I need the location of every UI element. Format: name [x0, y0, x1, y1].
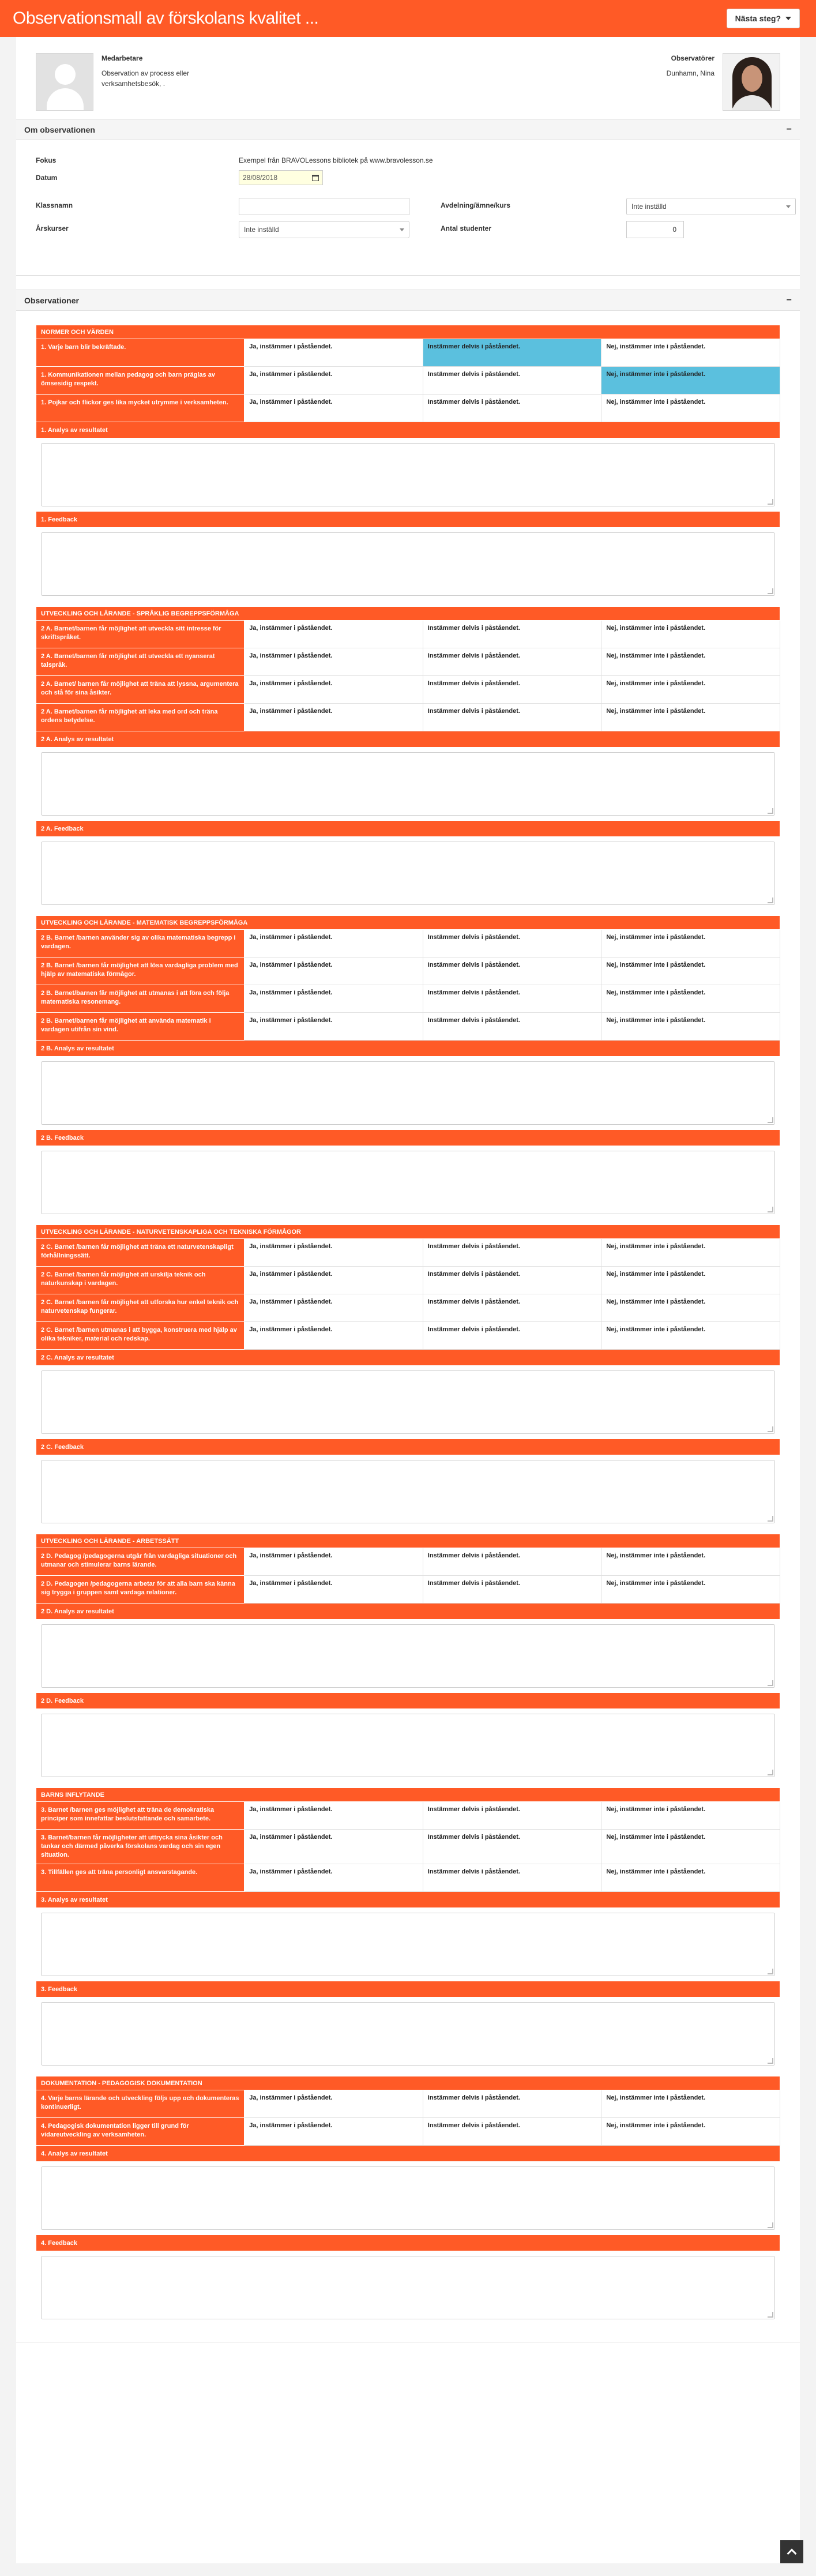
answer-yes[interactable]: Ja, instämmer i påståendet. — [245, 1267, 423, 1294]
question-text: 2 B. Barnet/barnen får möjlighet att utmanas i att föra och följa matematiska resonemang. — [36, 985, 245, 1013]
students-label: Antal studenter — [441, 224, 492, 232]
answer-yes[interactable]: Ja, instämmer i påståendet. — [245, 1548, 423, 1576]
question-text: 2 C. Barnet /barnen får möjlighet att urskilja teknik och naturkunskap i vardagen. — [36, 1267, 245, 1294]
answer-no[interactable]: Nej, instämmer inte i påståendet. — [601, 930, 780, 957]
observations-panel-title: Observationer — [24, 295, 79, 305]
answer-yes[interactable]: Ja, instämmer i påståendet. — [245, 676, 423, 704]
observer-card — [634, 53, 780, 111]
analysis-textarea[interactable] — [41, 1624, 775, 1688]
dept-label: Avdelning/ämne/kurs — [441, 201, 510, 209]
feedback-label: 2 A. Feedback — [36, 821, 780, 837]
feedback-label: 3. Feedback — [36, 1981, 780, 1997]
question-row — [36, 1239, 780, 1267]
analysis-label: 2 C. Analys av resultatet — [36, 1350, 780, 1366]
focus-value: Exempel från BRAVOLessons bibliotek på www.bravolesson.se — [239, 156, 433, 164]
question-text: 2 A. Barnet/barnen får möjlighet att utveckla ett nyanserat talspråk. — [36, 648, 245, 676]
answer-no[interactable]: Nej, instämmer inte i påståendet. — [601, 2090, 780, 2118]
question-row — [36, 1864, 780, 1892]
chevron-down-icon — [786, 205, 791, 208]
answer-yes[interactable]: Ja, instämmer i påståendet. — [245, 1802, 423, 1830]
answer-partly[interactable]: Instämmer delvis i påståendet. — [423, 2118, 601, 2146]
grade-label: Årskurser — [36, 224, 69, 232]
answer-no[interactable]: Nej, instämmer inte i påståendet. — [601, 957, 780, 985]
page-title: Observationsmall av förskolans kvalitet ... — [13, 9, 319, 28]
grade-value: Inte inställd — [244, 226, 279, 234]
feedback-label: 2 B. Feedback — [36, 1130, 780, 1146]
grade-select[interactable] — [239, 221, 409, 238]
persons-header — [16, 47, 800, 119]
question-row — [36, 1294, 780, 1322]
analysis-label: 2 D. Analys av resultatet — [36, 1604, 780, 1620]
feedback-label: 4. Feedback — [36, 2235, 780, 2251]
section-header: BARNS INFLYTANDE — [36, 1788, 780, 1802]
question-row — [36, 2090, 780, 2118]
answer-no[interactable]: Nej, instämmer inte i påståendet. — [601, 676, 780, 704]
section-header: DOKUMENTATION - PEDAGOGISK DOKUMENTATION — [36, 2076, 780, 2090]
feedback-label: 2 D. Feedback — [36, 1693, 780, 1709]
answer-yes[interactable]: Ja, instämmer i påståendet. — [245, 704, 423, 731]
observations-table — [36, 325, 780, 2325]
analysis-label: 2 A. Analys av resultatet — [36, 731, 780, 748]
answer-no[interactable]: Nej, instämmer inte i påståendet. — [601, 1013, 780, 1041]
dept-value: Inte inställd — [631, 202, 667, 211]
feedback-textarea[interactable] — [41, 1714, 775, 1777]
question-text: 2 B. Barnet/barnen får möjlighet att använda matematik i vardagen utifrån sin vind. — [36, 1013, 245, 1041]
answer-no[interactable]: Nej, instämmer inte i påståendet. — [601, 1576, 780, 1604]
answer-yes[interactable]: Ja, instämmer i påståendet. — [245, 1576, 423, 1604]
feedback-textarea[interactable] — [41, 842, 775, 905]
answer-yes[interactable]: Ja, instämmer i påståendet. — [245, 1294, 423, 1322]
question-text: 2 C. Barnet /barnen får möjlighet att träna ett naturvetenskapligt förhållningssätt. — [36, 1239, 245, 1267]
question-row — [36, 1548, 780, 1576]
question-row — [36, 339, 780, 367]
question-text: 2 C. Barnet /barnen utmanas i att bygga, konstruera med hjälp av olika tekniker, material och redskap. — [36, 1322, 245, 1350]
analysis-textarea[interactable] — [41, 1913, 775, 1976]
class-input[interactable] — [239, 198, 409, 215]
answer-partly[interactable]: Instämmer delvis i påståendet. — [423, 1864, 601, 1892]
answer-partly[interactable]: Instämmer delvis i påståendet. — [423, 985, 601, 1013]
answer-no[interactable]: Nej, instämmer inte i påståendet. — [601, 1802, 780, 1830]
question-row — [36, 367, 780, 395]
question-row — [36, 1322, 780, 1350]
answer-no[interactable]: Nej, instämmer inte i påståendet. — [601, 985, 780, 1013]
answer-partly[interactable]: Instämmer delvis i påståendet. — [423, 1576, 601, 1604]
question-row — [36, 1802, 780, 1830]
feedback-textarea[interactable] — [41, 2002, 775, 2066]
answer-partly[interactable]: Instämmer delvis i påståendet. — [423, 1802, 601, 1830]
answer-partly[interactable]: Instämmer delvis i påståendet. — [423, 1830, 601, 1864]
employee-role: Medarbetare — [101, 54, 143, 62]
answer-partly[interactable]: Instämmer delvis i påståendet. — [423, 1294, 601, 1322]
question-row — [36, 2118, 780, 2146]
question-text: 2 C. Barnet /barnen får möjlighet att utforska hur enkel teknik och naturvetenskap fungerar. — [36, 1294, 245, 1322]
question-text: 2 B. Barnet /barnen använder sig av olika matematiska begrepp i vardagen. — [36, 930, 245, 957]
analysis-textarea[interactable] — [41, 2166, 775, 2230]
answer-no[interactable]: Nej, instämmer inte i påståendet. — [601, 1322, 780, 1350]
feedback-label: 2 C. Feedback — [36, 1439, 780, 1455]
answer-yes[interactable]: Ja, instämmer i påståendet. — [245, 1013, 423, 1041]
question-row — [36, 676, 780, 704]
question-text: 3. Tillfällen ges att träna personligt ansvarstagande. — [36, 1864, 245, 1892]
answer-partly[interactable]: Instämmer delvis i påståendet. — [423, 648, 601, 676]
question-row — [36, 985, 780, 1013]
about-panel — [16, 119, 800, 276]
answer-no[interactable]: Nej, instämmer inte i påståendet. — [601, 1830, 780, 1864]
question-text: 2 D. Pedagog /pedagogerna utgår från vardagliga situationer och utmanar och stimulerar barns lärande. — [36, 1548, 245, 1576]
answer-no[interactable]: Nej, instämmer inte i påståendet. — [601, 339, 780, 367]
date-input[interactable] — [239, 170, 323, 185]
section-header: UTVECKLING OCH LÄRANDE - ARBETSSÄTT — [36, 1534, 780, 1548]
question-text: 3. Barnet /barnen ges möjlighet att träna de demokratiska principer som innefattar beslutsfattande och samarbete. — [36, 1802, 245, 1830]
observer-avatar — [723, 53, 780, 111]
analysis-label: 3. Analys av resultatet — [36, 1892, 780, 1908]
question-row — [36, 930, 780, 957]
students-input[interactable]: 0 — [626, 221, 684, 238]
answer-partly[interactable]: Instämmer delvis i påståendet. — [423, 367, 601, 395]
answer-no[interactable]: Nej, instämmer inte i påståendet. — [601, 1239, 780, 1267]
about-panel-title: Om observationen — [24, 125, 95, 134]
answer-partly[interactable]: Instämmer delvis i påståendet. — [423, 1267, 601, 1294]
answer-partly[interactable]: Instämmer delvis i påståendet. — [423, 621, 601, 648]
focus-label: Fokus — [36, 156, 57, 164]
answer-yes[interactable]: Ja, instämmer i påståendet. — [245, 621, 423, 648]
answer-yes[interactable]: Ja, instämmer i påståendet. — [245, 957, 423, 985]
answer-yes[interactable]: Ja, instämmer i påståendet. — [245, 1864, 423, 1892]
feedback-label: 1. Feedback — [36, 512, 780, 528]
chevron-up-icon — [787, 2549, 797, 2559]
answer-yes[interactable]: Ja, instämmer i påståendet. — [245, 395, 423, 422]
section-header: UTVECKLING OCH LÄRANDE - NATURVETENSKAPLIGA OCH TEKNISKA FÖRMÅGOR — [36, 1225, 780, 1239]
answer-partly[interactable]: Instämmer delvis i påståendet. — [423, 930, 601, 957]
question-row — [36, 704, 780, 731]
top-bar — [0, 0, 816, 37]
analysis-textarea[interactable] — [41, 1061, 775, 1125]
answer-partly[interactable]: Instämmer delvis i påståendet. — [423, 676, 601, 704]
collapse-icon[interactable]: − — [786, 295, 792, 305]
question-text: 2 A. Barnet/ barnen får möjlighet att träna att lyssna, argumentera och stå för sina åsikter. — [36, 676, 245, 704]
answer-partly[interactable]: Instämmer delvis i påståendet. — [423, 704, 601, 731]
collapse-icon[interactable]: − — [786, 124, 792, 134]
about-panel-header[interactable] — [16, 119, 800, 140]
question-row — [36, 1830, 780, 1864]
analysis-textarea[interactable] — [41, 752, 775, 816]
answer-yes[interactable]: Ja, instämmer i påståendet. — [245, 1322, 423, 1350]
answer-yes[interactable]: Ja, instämmer i påståendet. — [245, 339, 423, 367]
observer-name: Dunhamn, Nina — [666, 69, 715, 77]
answer-partly[interactable]: Instämmer delvis i påståendet. — [423, 1013, 601, 1041]
chevron-down-icon — [400, 228, 404, 231]
observer-role: Observatörer — [671, 54, 715, 62]
employee-desc: Observation av process eller verksamhetsbesök, . — [101, 69, 190, 88]
class-label: Klassnamn — [36, 201, 73, 209]
answer-no[interactable]: Nej, instämmer inte i påståendet. — [601, 1548, 780, 1576]
analysis-label: 4. Analys av resultatet — [36, 2146, 780, 2162]
analysis-textarea[interactable] — [41, 1370, 775, 1434]
section-header: UTVECKLING OCH LÄRANDE - SPRÅKLIG BEGREPPSFÖRMÅGA — [36, 607, 780, 621]
answer-no[interactable]: Nej, instämmer inte i påståendet. — [601, 367, 780, 395]
answer-no[interactable]: Nej, instämmer inte i påståendet. — [601, 648, 780, 676]
answer-no[interactable]: Nej, instämmer inte i påståendet. — [601, 704, 780, 731]
answer-partly[interactable]: Instämmer delvis i påståendet. — [423, 2090, 601, 2118]
question-text: 3. Barnet/barnen får möjligheter att uttrycka sina åsikter och tankar och därmed påverka förskolans vardag och sin egen situation. — [36, 1830, 245, 1864]
question-row — [36, 1576, 780, 1604]
observations-panel-header[interactable] — [16, 290, 800, 311]
answer-no[interactable]: Nej, instämmer inte i påståendet. — [601, 621, 780, 648]
dept-select[interactable] — [626, 198, 796, 215]
question-row — [36, 1267, 780, 1294]
analysis-label: 2 B. Analys av resultatet — [36, 1041, 780, 1057]
observations-panel — [16, 290, 800, 2342]
caret-down-icon — [785, 17, 791, 20]
question-text: 1. Varje barn blir bekräftade. — [36, 339, 245, 367]
employee-avatar — [36, 53, 93, 111]
question-text: 2 A. Barnet/barnen får möjlighet att utveckla sitt intresse för skriftspråket. — [36, 621, 245, 648]
question-text: 4. Pedagogisk dokumentation ligger till grund för vidareutveckling av verksamheten. — [36, 2118, 245, 2146]
feedback-textarea[interactable] — [41, 532, 775, 596]
answer-partly[interactable]: Instämmer delvis i påståendet. — [423, 957, 601, 985]
answer-no[interactable]: Nej, instämmer inte i påståendet. — [601, 2118, 780, 2146]
answer-no[interactable]: Nej, instämmer inte i påståendet. — [601, 1267, 780, 1294]
question-row — [36, 957, 780, 985]
answer-yes[interactable]: Ja, instämmer i påståendet. — [245, 367, 423, 395]
feedback-textarea[interactable] — [41, 1151, 775, 1214]
answer-yes[interactable]: Ja, instämmer i påståendet. — [245, 930, 423, 957]
answer-yes[interactable]: Ja, instämmer i påståendet. — [245, 2118, 423, 2146]
answer-no[interactable]: Nej, instämmer inte i påståendet. — [601, 1864, 780, 1892]
feedback-textarea[interactable] — [41, 1460, 775, 1523]
next-step-button[interactable] — [727, 9, 800, 28]
date-label: Datum — [36, 174, 58, 182]
analysis-textarea[interactable] — [41, 443, 775, 506]
question-text: 2 A. Barnet/barnen får möjlighet att leka med ord och träna ordens betydelse. — [36, 704, 245, 731]
next-step-label: Nästa steg? — [735, 14, 781, 23]
answer-partly[interactable]: Instämmer delvis i påståendet. — [423, 339, 601, 367]
answer-no[interactable]: Nej, instämmer inte i påståendet. — [601, 395, 780, 422]
question-row — [36, 1013, 780, 1041]
question-text: 4. Varje barns lärande och utveckling följs upp och dokumenteras kontinuerligt. — [36, 2090, 245, 2118]
scroll-top-button[interactable] — [780, 2540, 803, 2563]
answer-yes[interactable]: Ja, instämmer i påståendet. — [245, 985, 423, 1013]
answer-partly[interactable]: Instämmer delvis i påståendet. — [423, 395, 601, 422]
question-text: 2 D. Pedagogen /pedagogerna arbetar för att alla barn ska känna sig trygga i gruppen samt vardaga relationer. — [36, 1576, 245, 1604]
answer-no[interactable]: Nej, instämmer inte i påståendet. — [601, 1294, 780, 1322]
calendar-icon[interactable] — [312, 175, 319, 181]
question-text: 2 B. Barnet /barnen får möjlighet att lösa vardagliga problem med hjälp av matematiska förmågor. — [36, 957, 245, 985]
employee-card — [36, 53, 211, 111]
question-row — [36, 395, 780, 422]
main-container — [16, 37, 800, 2563]
answer-yes[interactable]: Ja, instämmer i påståendet. — [245, 2090, 423, 2118]
question-text: 1. Pojkar och flickor ges lika mycket utrymme i verksamheten. — [36, 395, 245, 422]
analysis-label: 1. Analys av resultatet — [36, 422, 780, 438]
question-text: 1. Kommunikationen mellan pedagog och barn präglas av ömsesidig respekt. — [36, 367, 245, 395]
section-header: NORMER OCH VÄRDEN — [36, 325, 780, 339]
answer-partly[interactable]: Instämmer delvis i påståendet. — [423, 1548, 601, 1576]
question-row — [36, 648, 780, 676]
date-value: 28/08/2018 — [243, 174, 278, 182]
section-header: UTVECKLING OCH LÄRANDE - MATEMATISK BEGREPPSFÖRMÅGA — [36, 916, 780, 930]
question-row — [36, 621, 780, 648]
answer-yes[interactable]: Ja, instämmer i påståendet. — [245, 1830, 423, 1864]
answer-partly[interactable]: Instämmer delvis i påståendet. — [423, 1239, 601, 1267]
answer-yes[interactable]: Ja, instämmer i påståendet. — [245, 648, 423, 676]
feedback-textarea[interactable] — [41, 2256, 775, 2319]
answer-yes[interactable]: Ja, instämmer i påståendet. — [245, 1239, 423, 1267]
answer-partly[interactable]: Instämmer delvis i påståendet. — [423, 1322, 601, 1350]
